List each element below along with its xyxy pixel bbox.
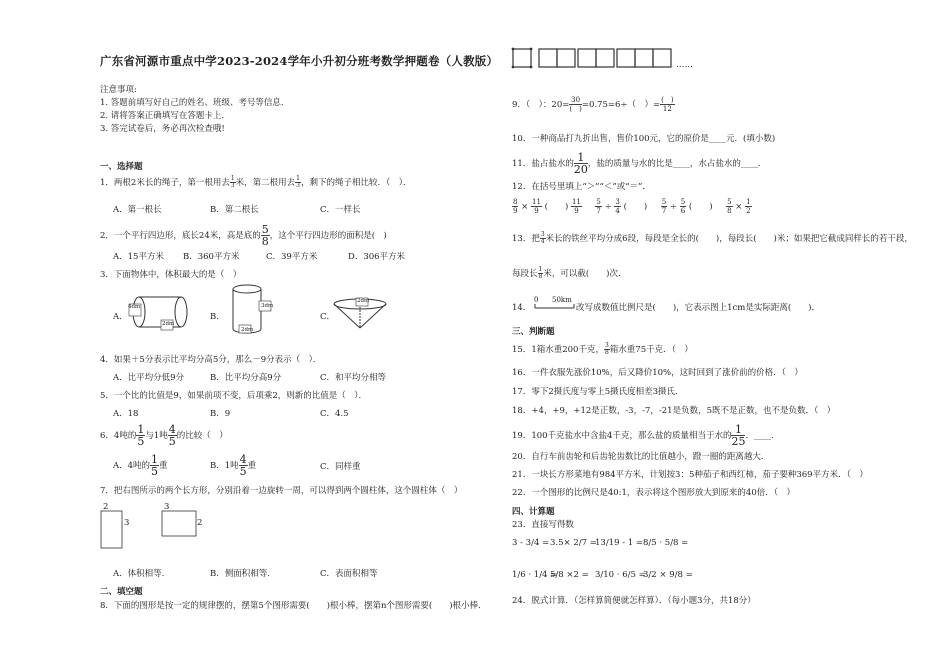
rect1-width: 2 [103,502,109,512]
section-calc-title: 四、计算题 [512,507,555,517]
stick-pattern-figure [512,46,682,72]
question-14: 14． [512,303,532,313]
question-14-text: 改写成数值比例尺是( )，它表示图上1cm是实际距离( )． [576,303,820,313]
q2-option-b: B．360平方米 [183,252,240,262]
notice-item: 2. 请将答案正确填写在答题卡上. [100,111,225,121]
q2-option-c: C．39平方米 [266,252,318,262]
rect2-height: 2 [197,518,203,528]
scale-zero: 0 [534,296,539,304]
dim-label: 4dm [128,304,141,310]
calc-item: 1/6 · 1/4 = [512,570,558,580]
notice-heading: 注意事项: [100,85,137,95]
question-1: 1．两根2米长的绳子，第一根用去 $\frac{1}{3}$ 米，第二根用去 $\frac{1}{3}$ ，剩下的绳子相比较．（ ）． [100,175,412,189]
notice-item: 1. 答题前填写好自己的姓名、班级、考号等信息. [100,98,284,108]
cylinder-lying-figure [125,290,195,335]
q4-option-c: C．和平均分相等 [320,373,387,383]
calc-item: 3 - 3/4 = [512,538,550,548]
q7-option-c: C．表面积相等 [320,569,378,579]
question-3: 3．下面物体中，体积最大的是（ ） [100,270,242,280]
q6-option-a: A．4吨的 $\frac{1}{5}$ 重 [113,453,168,478]
q5-option-b: B．9 [210,409,231,419]
notice-item: 3. 答完试卷后，务必再次检查哦! [100,124,225,134]
question-5: 5．一个比的比值是9，如果前项不变，后项乘2，则新的比值是（ ）． [100,391,367,401]
q2-option-d: D．306平方米 [348,252,406,262]
rect1-height: 3 [124,518,130,528]
fraction: $\frac{4}{5}$ [168,423,176,448]
pattern-ellipsis: …… [676,60,693,70]
question-23: 23．直接写得数 [512,520,574,530]
question-4: 4．如果＋5分表示比平均分高5分，那么－9分表示（ ）． [100,355,322,365]
question-16: 16．一件衣服先涨价10%，后又降价10%，这时回到了涨价前的价格．（ ） [512,368,803,378]
dim-label: 2dm [357,298,370,304]
calc-item: 3.5× 2/7 = [550,538,597,548]
dim-label: 2dm [241,327,254,333]
q6-option-b: B．1吨 $\frac{4}{5}$ 重 [210,453,257,478]
fraction: $\frac{1}{3}$ [296,175,300,189]
fraction: $\frac{1}{20}$ [573,151,588,176]
fraction: $\frac{1}{8}$ [538,266,543,280]
q2-option-a: A．15平方米 [113,252,164,262]
q4-option-b: B．比平均分高9分 [210,373,282,383]
question-7: 7．把右图所示的两个长方形，分别沿着一边旋转一周，可以得到两个圆柱体，这个圆柱体（ ） [100,486,463,496]
q3-option-a: A． [113,312,128,322]
notice [100,84,284,136]
question-19: 19．100千克盐水中含盐4千克，那么盐的质量相当于水的 $\frac{1}{25}$ ．____. [512,423,774,448]
q1-option-a: A．第一根长 [113,205,162,215]
question-18: 18．+4，+9，+12是正数，-3，-7，-21是负数，5既不是正数，也不是负数．（ ） [512,406,836,416]
fraction: $\frac{1}{3}$ [230,175,235,189]
fraction: $\frac{30}{( )}$ [569,96,582,113]
q7-option-a: A．体积相等. [113,569,165,579]
question-15: 15．1箱水重200千克， $\frac{3}{8}$ 箱水重75千克．（ ） [512,342,693,356]
question-13: 13．把 $\frac{3}{4}$ 米长的铁丝平均分成6段，每段是全长的( )，每段长( )米；如果把它截成同样长的若干段， [512,231,913,245]
q1-option-c: C．一样长 [320,205,361,215]
rect2-width: 3 [164,502,170,512]
q12-comparisons: $\frac{8}{9}$ × $\frac{11}{9}$ ( ) $\frac{11}{9}$ $\frac{5}{7}$ ÷ $\frac{3}{4}$ ( ) $\frac{5}{7}$ ÷ $\frac{5}{6}$ ( ) $\frac{5}{8}$ × $\frac{1}{2}$ [513,198,751,215]
q7-option-b: B．侧面积相等. [210,569,270,579]
section-judge-title: 三、判断题 [512,327,555,337]
q3-option-b: B． [210,312,225,322]
calc-item: 8/5 · 5/8 = [643,538,689,548]
q5-option-a: A．18 [113,409,139,419]
dim-label: 3dm [261,303,274,309]
question-8: 8．下面的图形是按一定的规律摆的，摆第5个图形需要( )根小棒，摆第n个图形需要( )根小棒． [100,601,487,611]
question-12: 12．在括号里填上“＞”“＜”或“＝”． [512,182,651,192]
question-17: 17．零下2摄氏度与零上5摄氏度相差3摄氏． [512,387,684,397]
question-6: 6．4吨的 $\frac{1}{5}$ 与1吨 $\frac{4}{5}$ 的比较（ ） [100,423,228,448]
section-choice-title: 一、选择题 [100,162,143,172]
question-20: 20．自行车前齿轮和后齿轮齿数比的比值越小，蹬一圈的距离越大． [512,452,770,462]
q3-option-c: C． [320,312,336,322]
section-fill-title: 二、填空题 [100,587,143,597]
question-9: 9．（ ）：20= $\frac{30}{( )}$ =0.75=6÷（ ）= $\frac{( )}{12}$ [512,96,674,113]
calc-item: 3/2 × 9/8 = [643,570,693,580]
fraction: $\frac{1}{5}$ [137,423,145,448]
scale-length: 50km [552,296,572,304]
calc-item: 5/8 ×2 = [550,570,589,580]
q6-option-c: C．同样重 [320,462,361,472]
question-21: 21．一块长方形菜地有984平方米，计划按3：5种茄子和西红柿，茄子要种369平方米．（ ） [512,470,868,480]
question-22: 22．一个图形的比例尺是40:1，表示将这个图形放大到原来的40倍．（ ） [512,488,795,498]
fraction: $\frac{5}{8}$ [261,223,269,248]
fraction: $\frac{3}{4}$ [540,231,545,245]
q4-option-a: A．比平均分低9分 [113,373,185,383]
calc-item: 13/19 - 1 = [595,538,644,548]
dim-label: 2dm [162,321,175,327]
page-title: 广东省河源市重点中学2023-2024学年小升初分班考数学押题卷（人教版） [100,54,499,68]
question-24: 24．脱式计算．（怎样算简便就怎样算）．（每小题3分，共18分） [512,596,756,606]
calc-item: 3/10 · 6/5 = [595,570,646,580]
rectangles-figure [100,503,210,553]
q1-option-b: B．第二根长 [210,205,259,215]
question-2: 2．一个平行四边形，底长24米，高是底的 $\frac{5}{8}$ ，这个平行四边形的面积是( ) [100,223,387,248]
question-10: 10．一种商品打九折出售，售价100元，它的原价是____元．(填小数) [512,134,776,144]
question-13-cont: 每段长 $\frac{1}{8}$ 米，可以截( )次. [512,266,621,280]
fraction: $\frac{( )}{12}$ [661,96,674,113]
q5-option-c: C．4.5 [320,409,349,419]
question-11: 11．盐占盐水的 $\frac{1}{20}$ ，盐的质量与水的比是____，水占盐水的____. [512,151,761,176]
